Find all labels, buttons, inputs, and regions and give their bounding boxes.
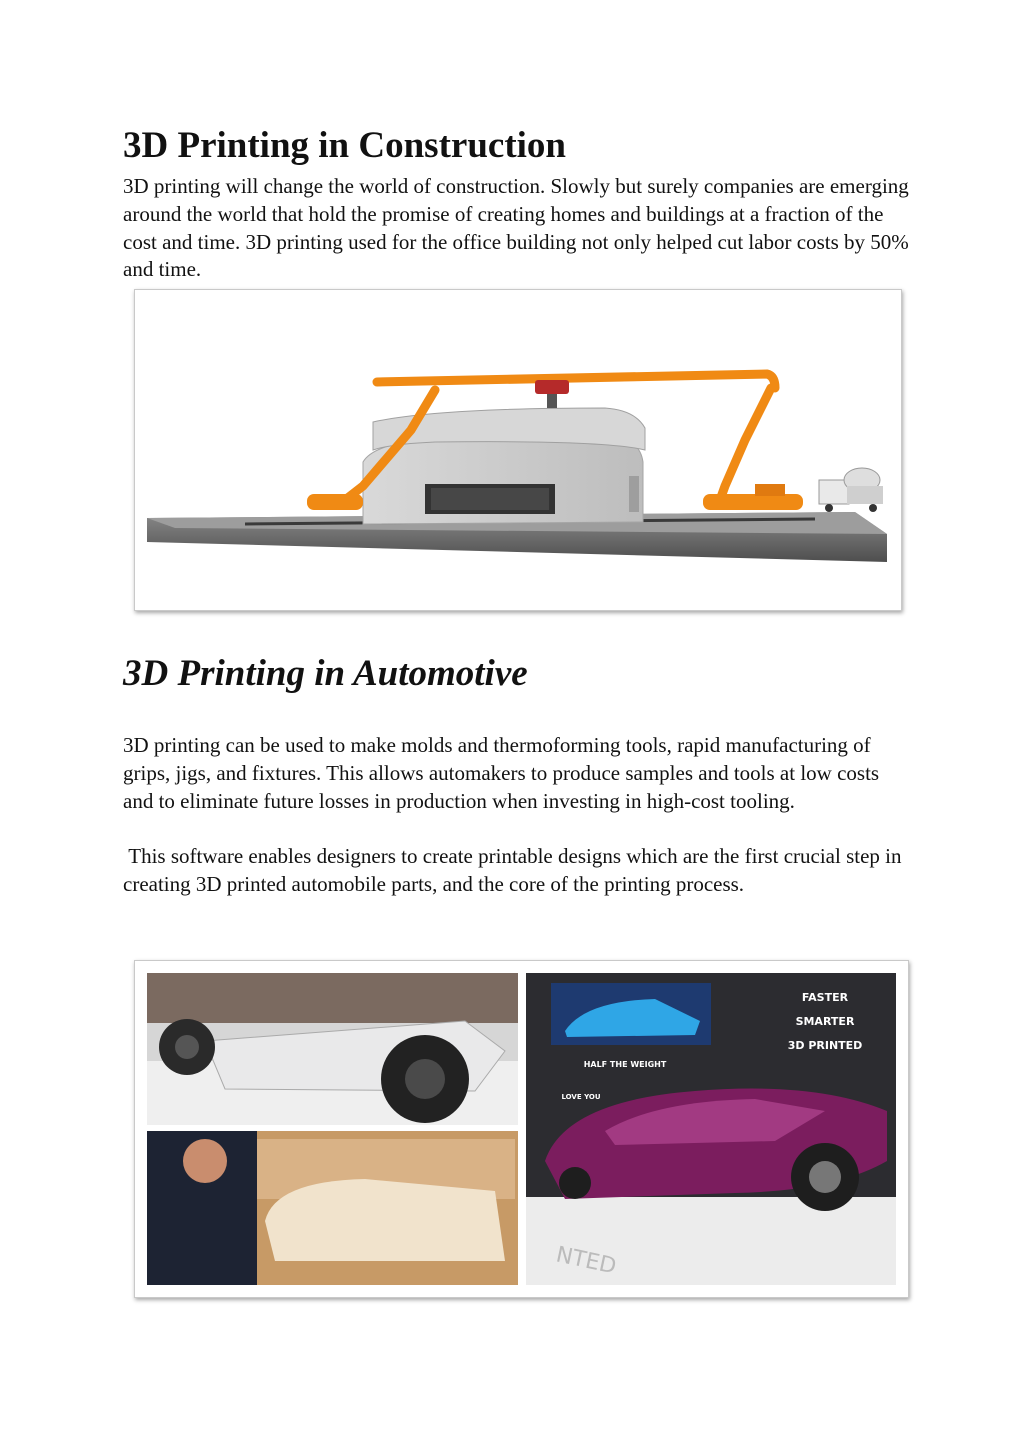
auto-banner-text: HALF THE WEIGHT: [583, 1060, 667, 1069]
mold-worker-photo: [147, 1131, 518, 1285]
construction-heading: 3D Printing in Construction: [123, 125, 567, 166]
automotive-heading: 3D Printing in Automotive: [123, 653, 528, 694]
auto-floor-text: NTED: [553, 1242, 619, 1280]
construction-paragraph: 3D printing will change the world of construction. Slowly but surely companies are emerging around the world that hold the promise of creating homes and buildings at a fraction of the cost and time. 3D printing used for the office building not only helped cut labor costs by 50% and time.: [123, 174, 915, 282]
automotive-paragraph-2: This software enables designers to create printable designs which are the first crucial step in creating 3D printed automobile parts, and the core of the printing process.: [123, 844, 907, 896]
auto-small-sign: LOVE YOU: [561, 1093, 601, 1101]
construction-printer-image: [134, 289, 902, 611]
automotive-paragraph-1: 3D printing can be used to make molds and thermoforming tools, rapid manufacturing of grips, jigs, and fixtures. This allows automakers to produce samples and tools at low costs and to eliminate future losses in production when investing in high-cost tooling.: [123, 733, 885, 813]
car-chassis-photo: [147, 973, 518, 1125]
auto-sign-line-2: SMARTER: [795, 1015, 855, 1028]
automotive-collage-image: [134, 960, 909, 1298]
supercar-photo: [526, 973, 896, 1285]
automotive-collage: [135, 961, 908, 1297]
construction-printer-illustration: [135, 290, 901, 610]
auto-sign-line-3: 3D PRINTED: [787, 1039, 863, 1052]
auto-sign-line-1: FASTER: [801, 991, 849, 1004]
